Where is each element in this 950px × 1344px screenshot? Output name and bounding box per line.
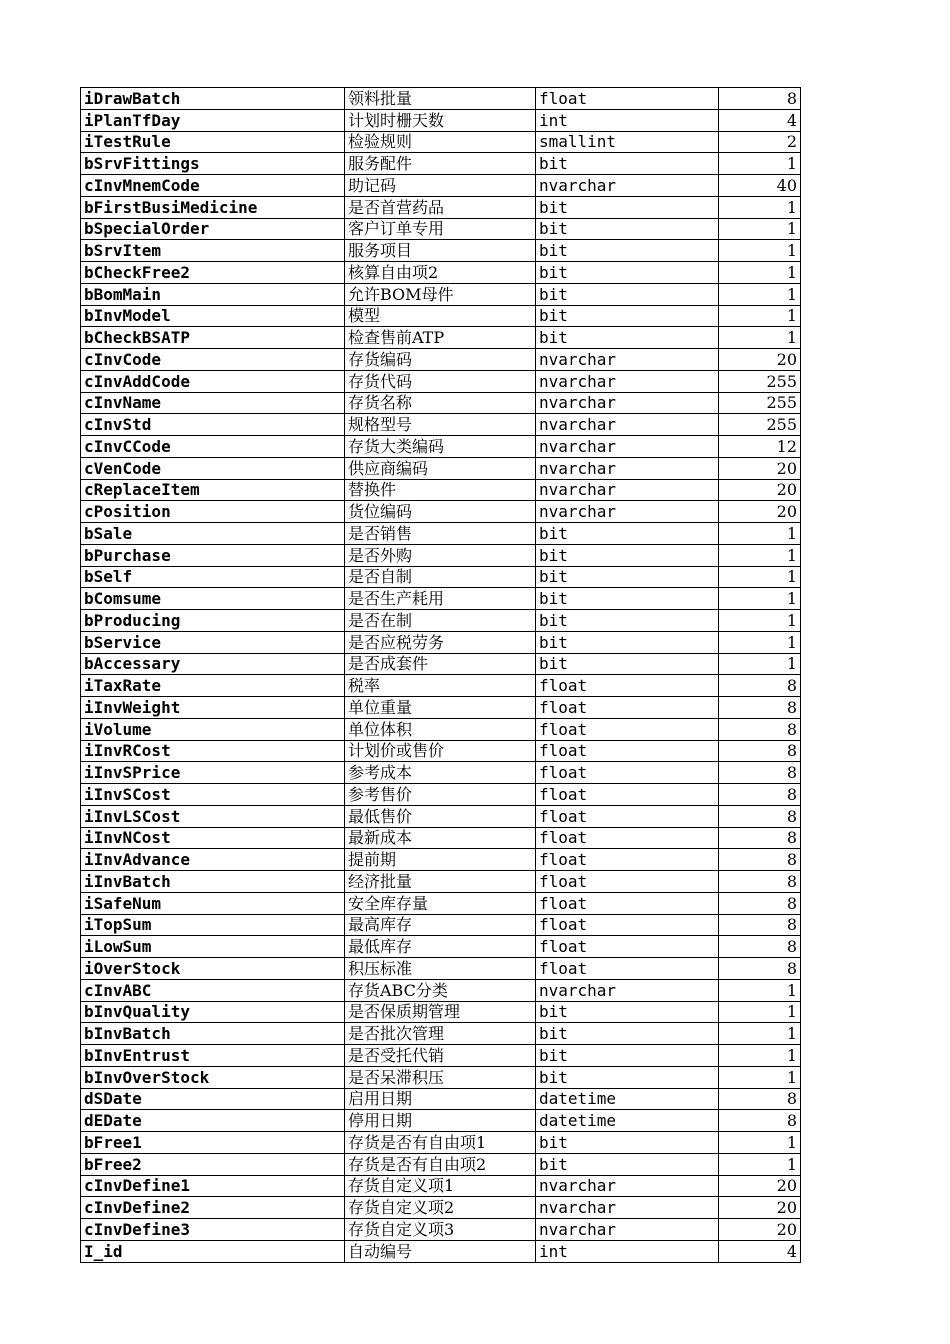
field-type-cell: bit (536, 153, 719, 175)
field-type-cell: float (536, 675, 719, 697)
field-description-cell: 是否批次管理 (345, 1023, 536, 1045)
field-description-cell: 是否自制 (345, 566, 536, 588)
field-length-cell: 1 (719, 631, 801, 653)
field-name-cell: bSpecialOrder (81, 218, 345, 240)
field-description-cell: 启用日期 (345, 1088, 536, 1110)
field-name-cell: iInvSCost (81, 784, 345, 806)
field-length-cell: 1 (719, 588, 801, 610)
field-description-cell: 客户订单专用 (345, 218, 536, 240)
field-type-cell: bit (536, 610, 719, 632)
field-type-cell: nvarchar (536, 414, 719, 436)
field-name-cell: iSafeNum (81, 892, 345, 914)
field-description-cell: 存货自定义项1 (345, 1175, 536, 1197)
table-row (81, 566, 801, 588)
table-row (81, 544, 801, 566)
field-description-cell: 经济批量 (345, 871, 536, 893)
field-length-cell: 12 (719, 436, 801, 458)
field-description-cell: 最新成本 (345, 827, 536, 849)
field-type-cell: bit (536, 1001, 719, 1023)
field-length-cell: 8 (719, 718, 801, 740)
field-name-cell: cReplaceItem (81, 479, 345, 501)
table-row (81, 936, 801, 958)
field-name-cell: bProducing (81, 610, 345, 632)
field-type-cell: bit (536, 1153, 719, 1175)
field-type-cell: bit (536, 566, 719, 588)
table-row (81, 631, 801, 653)
field-type-cell: nvarchar (536, 979, 719, 1001)
field-length-cell: 20 (719, 501, 801, 523)
field-name-cell: dEDate (81, 1110, 345, 1132)
field-name-cell: iInvBatch (81, 871, 345, 893)
field-description-cell: 模型 (345, 305, 536, 327)
field-description-cell: 计划时栅天数 (345, 109, 536, 131)
field-length-cell: 1 (719, 283, 801, 305)
field-length-cell: 2 (719, 131, 801, 153)
field-type-cell: nvarchar (536, 479, 719, 501)
field-description-cell: 助记码 (345, 175, 536, 197)
field-name-cell: bPurchase (81, 544, 345, 566)
field-type-cell: float (536, 740, 719, 762)
field-length-cell: 40 (719, 175, 801, 197)
field-name-cell: bSrvFittings (81, 153, 345, 175)
table-row (81, 805, 801, 827)
field-name-cell: dSDate (81, 1088, 345, 1110)
table-row (81, 218, 801, 240)
table-row (81, 588, 801, 610)
table-row (81, 153, 801, 175)
table-row (81, 697, 801, 719)
field-description-cell: 是否呆滞积压 (345, 1066, 536, 1088)
table-row (81, 653, 801, 675)
field-type-cell: smallint (536, 131, 719, 153)
table-row (81, 501, 801, 523)
field-name-cell: iInvSPrice (81, 762, 345, 784)
field-name-cell: bInvOverStock (81, 1066, 345, 1088)
field-length-cell: 8 (719, 958, 801, 980)
field-description-cell: 是否首营药品 (345, 196, 536, 218)
field-length-cell: 8 (719, 936, 801, 958)
field-name-cell: bSale (81, 523, 345, 545)
field-length-cell: 8 (719, 892, 801, 914)
field-length-cell: 1 (719, 1001, 801, 1023)
field-name-cell: cInvAddCode (81, 370, 345, 392)
table-row (81, 827, 801, 849)
field-type-cell: nvarchar (536, 1219, 719, 1241)
field-length-cell: 1 (719, 218, 801, 240)
field-type-cell: nvarchar (536, 370, 719, 392)
field-name-cell: bSrvItem (81, 240, 345, 262)
table-row (81, 958, 801, 980)
field-description-cell: 最低库存 (345, 936, 536, 958)
field-type-cell: nvarchar (536, 392, 719, 414)
table-row (81, 610, 801, 632)
field-length-cell: 8 (719, 697, 801, 719)
field-description-cell: 存货名称 (345, 392, 536, 414)
table-row (81, 327, 801, 349)
field-description-cell: 单位重量 (345, 697, 536, 719)
table-row (81, 979, 801, 1001)
table-row (81, 457, 801, 479)
field-description-cell: 最低售价 (345, 805, 536, 827)
field-length-cell: 20 (719, 1197, 801, 1219)
table-row (81, 131, 801, 153)
field-type-cell: float (536, 762, 719, 784)
field-length-cell: 8 (719, 827, 801, 849)
field-type-cell: nvarchar (536, 175, 719, 197)
field-description-cell: 存货自定义项3 (345, 1219, 536, 1241)
field-length-cell: 1 (719, 1066, 801, 1088)
table-row (81, 240, 801, 262)
field-description-cell: 停用日期 (345, 1110, 536, 1132)
table-row (81, 1045, 801, 1067)
field-name-cell: iTaxRate (81, 675, 345, 697)
field-type-cell: float (536, 88, 719, 110)
table-row (81, 718, 801, 740)
field-description-cell: 供应商编码 (345, 457, 536, 479)
field-name-cell: bSelf (81, 566, 345, 588)
table-row (81, 1175, 801, 1197)
field-type-cell: int (536, 1240, 719, 1262)
field-description-cell: 是否外购 (345, 544, 536, 566)
field-description-cell: 安全库存量 (345, 892, 536, 914)
field-length-cell: 1 (719, 544, 801, 566)
table-row (81, 914, 801, 936)
field-description-cell: 规格型号 (345, 414, 536, 436)
field-name-cell: iTopSum (81, 914, 345, 936)
field-name-cell: iInvWeight (81, 697, 345, 719)
field-description-cell: 存货是否有自由项1 (345, 1132, 536, 1154)
table-row (81, 1153, 801, 1175)
field-name-cell: iTestRule (81, 131, 345, 153)
field-name-cell: cInvDefine3 (81, 1219, 345, 1241)
field-description-cell: 提前期 (345, 849, 536, 871)
table-row (81, 1110, 801, 1132)
field-name-cell: bFree1 (81, 1132, 345, 1154)
field-name-cell: iOverStock (81, 958, 345, 980)
field-description-cell: 积压标准 (345, 958, 536, 980)
table-row (81, 1088, 801, 1110)
field-type-cell: bit (536, 1132, 719, 1154)
field-type-cell: int (536, 109, 719, 131)
table-row (81, 370, 801, 392)
field-type-cell: float (536, 718, 719, 740)
table-row (81, 283, 801, 305)
field-type-cell: bit (536, 523, 719, 545)
field-description-cell: 替换件 (345, 479, 536, 501)
field-description-cell: 是否在制 (345, 610, 536, 632)
field-description-cell: 检查售前ATP (345, 327, 536, 349)
field-type-cell: bit (536, 1023, 719, 1045)
field-name-cell: bComsume (81, 588, 345, 610)
field-name-cell: iInvLSCost (81, 805, 345, 827)
table-row (81, 1023, 801, 1045)
field-type-cell: nvarchar (536, 457, 719, 479)
field-length-cell: 1 (719, 523, 801, 545)
field-name-cell: cInvStd (81, 414, 345, 436)
field-description-cell: 检验规则 (345, 131, 536, 153)
field-length-cell: 8 (719, 805, 801, 827)
field-type-cell: float (536, 914, 719, 936)
field-length-cell: 8 (719, 871, 801, 893)
field-length-cell: 1 (719, 1153, 801, 1175)
field-description-cell: 存货自定义项2 (345, 1197, 536, 1219)
table-row (81, 762, 801, 784)
field-length-cell: 20 (719, 457, 801, 479)
table-row (81, 414, 801, 436)
field-description-cell: 货位编码 (345, 501, 536, 523)
field-description-cell: 参考成本 (345, 762, 536, 784)
field-length-cell: 20 (719, 1175, 801, 1197)
field-description-cell: 计划价或售价 (345, 740, 536, 762)
field-type-cell: nvarchar (536, 349, 719, 371)
field-name-cell: bFree2 (81, 1153, 345, 1175)
field-type-cell: datetime (536, 1110, 719, 1132)
field-description-cell: 税率 (345, 675, 536, 697)
field-description-cell: 领料批量 (345, 88, 536, 110)
field-name-cell: bCheckBSATP (81, 327, 345, 349)
field-length-cell: 1 (719, 653, 801, 675)
field-description-cell: 存货编码 (345, 349, 536, 371)
field-name-cell: bInvQuality (81, 1001, 345, 1023)
field-type-cell: float (536, 849, 719, 871)
field-name-cell: bInvEntrust (81, 1045, 345, 1067)
field-description-cell: 是否应税劳务 (345, 631, 536, 653)
field-type-cell: float (536, 697, 719, 719)
field-type-cell: bit (536, 653, 719, 675)
field-length-cell: 8 (719, 762, 801, 784)
field-length-cell: 8 (719, 88, 801, 110)
field-name-cell: cInvDefine1 (81, 1175, 345, 1197)
table-row (81, 392, 801, 414)
field-name-cell: bAccessary (81, 653, 345, 675)
field-type-cell: bit (536, 262, 719, 284)
field-length-cell: 255 (719, 414, 801, 436)
field-type-cell: bit (536, 544, 719, 566)
field-length-cell: 20 (719, 479, 801, 501)
field-type-cell: nvarchar (536, 501, 719, 523)
field-description-cell: 存货是否有自由项2 (345, 1153, 536, 1175)
field-length-cell: 255 (719, 392, 801, 414)
field-name-cell: cInvMnemCode (81, 175, 345, 197)
field-name-cell: iPlanTfDay (81, 109, 345, 131)
field-length-cell: 8 (719, 849, 801, 871)
field-name-cell: cInvABC (81, 979, 345, 1001)
field-length-cell: 4 (719, 109, 801, 131)
field-name-cell: bBomMain (81, 283, 345, 305)
field-name-cell: iInvRCost (81, 740, 345, 762)
field-description-cell: 参考售价 (345, 784, 536, 806)
field-length-cell: 8 (719, 740, 801, 762)
field-description-cell: 存货ABC分类 (345, 979, 536, 1001)
field-type-cell: nvarchar (536, 1175, 719, 1197)
field-type-cell: bit (536, 196, 719, 218)
field-name-cell: bCheckFree2 (81, 262, 345, 284)
field-name-cell: cInvDefine2 (81, 1197, 345, 1219)
field-name-cell: iInvNCost (81, 827, 345, 849)
field-type-cell: bit (536, 327, 719, 349)
field-name-cell: iInvAdvance (81, 849, 345, 871)
field-name-cell: I_id (81, 1240, 345, 1262)
table-row (81, 109, 801, 131)
field-description-cell: 是否生产耗用 (345, 588, 536, 610)
field-description-cell: 核算自由项2 (345, 262, 536, 284)
table-body (81, 88, 801, 1263)
field-type-cell: float (536, 805, 719, 827)
field-type-cell: bit (536, 588, 719, 610)
field-name-cell: iLowSum (81, 936, 345, 958)
table-row (81, 849, 801, 871)
field-type-cell: bit (536, 283, 719, 305)
field-name-cell: iVolume (81, 718, 345, 740)
field-type-cell: nvarchar (536, 436, 719, 458)
field-description-cell: 是否销售 (345, 523, 536, 545)
field-length-cell: 1 (719, 1132, 801, 1154)
field-name-cell: bFirstBusiMedicine (81, 196, 345, 218)
table-row (81, 1219, 801, 1241)
table-row (81, 871, 801, 893)
field-description-cell: 允许BOM母件 (345, 283, 536, 305)
table-row (81, 675, 801, 697)
field-length-cell: 8 (719, 1110, 801, 1132)
table-row (81, 784, 801, 806)
field-description-cell: 存货代码 (345, 370, 536, 392)
field-type-cell: bit (536, 305, 719, 327)
field-description-cell: 最高库存 (345, 914, 536, 936)
field-type-cell: bit (536, 240, 719, 262)
field-length-cell: 1 (719, 196, 801, 218)
field-name-cell: iDrawBatch (81, 88, 345, 110)
field-type-cell: float (536, 784, 719, 806)
field-description-cell: 单位体积 (345, 718, 536, 740)
field-type-cell: float (536, 892, 719, 914)
field-length-cell: 1 (719, 327, 801, 349)
field-definition-table (80, 87, 801, 1263)
field-type-cell: datetime (536, 1088, 719, 1110)
field-description-cell: 服务项目 (345, 240, 536, 262)
table-row (81, 1001, 801, 1023)
table-row (81, 1066, 801, 1088)
field-length-cell: 255 (719, 370, 801, 392)
table-row (81, 196, 801, 218)
table-row (81, 175, 801, 197)
field-name-cell: bInvModel (81, 305, 345, 327)
field-type-cell: float (536, 958, 719, 980)
table-row (81, 1197, 801, 1219)
table-row (81, 892, 801, 914)
table-row (81, 436, 801, 458)
field-description-cell: 是否保质期管理 (345, 1001, 536, 1023)
field-length-cell: 1 (719, 979, 801, 1001)
field-length-cell: 20 (719, 1219, 801, 1241)
field-description-cell: 是否成套件 (345, 653, 536, 675)
field-length-cell: 8 (719, 1088, 801, 1110)
field-length-cell: 1 (719, 262, 801, 284)
table-row (81, 740, 801, 762)
field-name-cell: cInvCCode (81, 436, 345, 458)
field-description-cell: 自动编号 (345, 1240, 536, 1262)
table-row (81, 523, 801, 545)
field-name-cell: cPosition (81, 501, 345, 523)
field-name-cell: cInvCode (81, 349, 345, 371)
field-type-cell: float (536, 936, 719, 958)
field-name-cell: bInvBatch (81, 1023, 345, 1045)
table-row (81, 305, 801, 327)
field-length-cell: 1 (719, 153, 801, 175)
field-length-cell: 1 (719, 610, 801, 632)
field-length-cell: 8 (719, 675, 801, 697)
field-description-cell: 是否受托代销 (345, 1045, 536, 1067)
field-name-cell: cVenCode (81, 457, 345, 479)
field-type-cell: bit (536, 1066, 719, 1088)
field-description-cell: 存货大类编码 (345, 436, 536, 458)
field-length-cell: 20 (719, 349, 801, 371)
field-type-cell: float (536, 827, 719, 849)
table-row (81, 1132, 801, 1154)
table-row (81, 479, 801, 501)
field-length-cell: 1 (719, 305, 801, 327)
table-row (81, 262, 801, 284)
table-row (81, 88, 801, 110)
field-length-cell: 1 (719, 1023, 801, 1045)
table-row (81, 1240, 801, 1262)
field-length-cell: 1 (719, 240, 801, 262)
field-length-cell: 1 (719, 566, 801, 588)
field-description-cell: 服务配件 (345, 153, 536, 175)
field-name-cell: cInvName (81, 392, 345, 414)
field-type-cell: bit (536, 631, 719, 653)
table-row (81, 349, 801, 371)
field-type-cell: nvarchar (536, 1197, 719, 1219)
field-name-cell: bService (81, 631, 345, 653)
field-length-cell: 1 (719, 1045, 801, 1067)
field-type-cell: bit (536, 218, 719, 240)
field-type-cell: bit (536, 1045, 719, 1067)
field-length-cell: 8 (719, 784, 801, 806)
field-type-cell: float (536, 871, 719, 893)
field-length-cell: 4 (719, 1240, 801, 1262)
field-length-cell: 8 (719, 914, 801, 936)
